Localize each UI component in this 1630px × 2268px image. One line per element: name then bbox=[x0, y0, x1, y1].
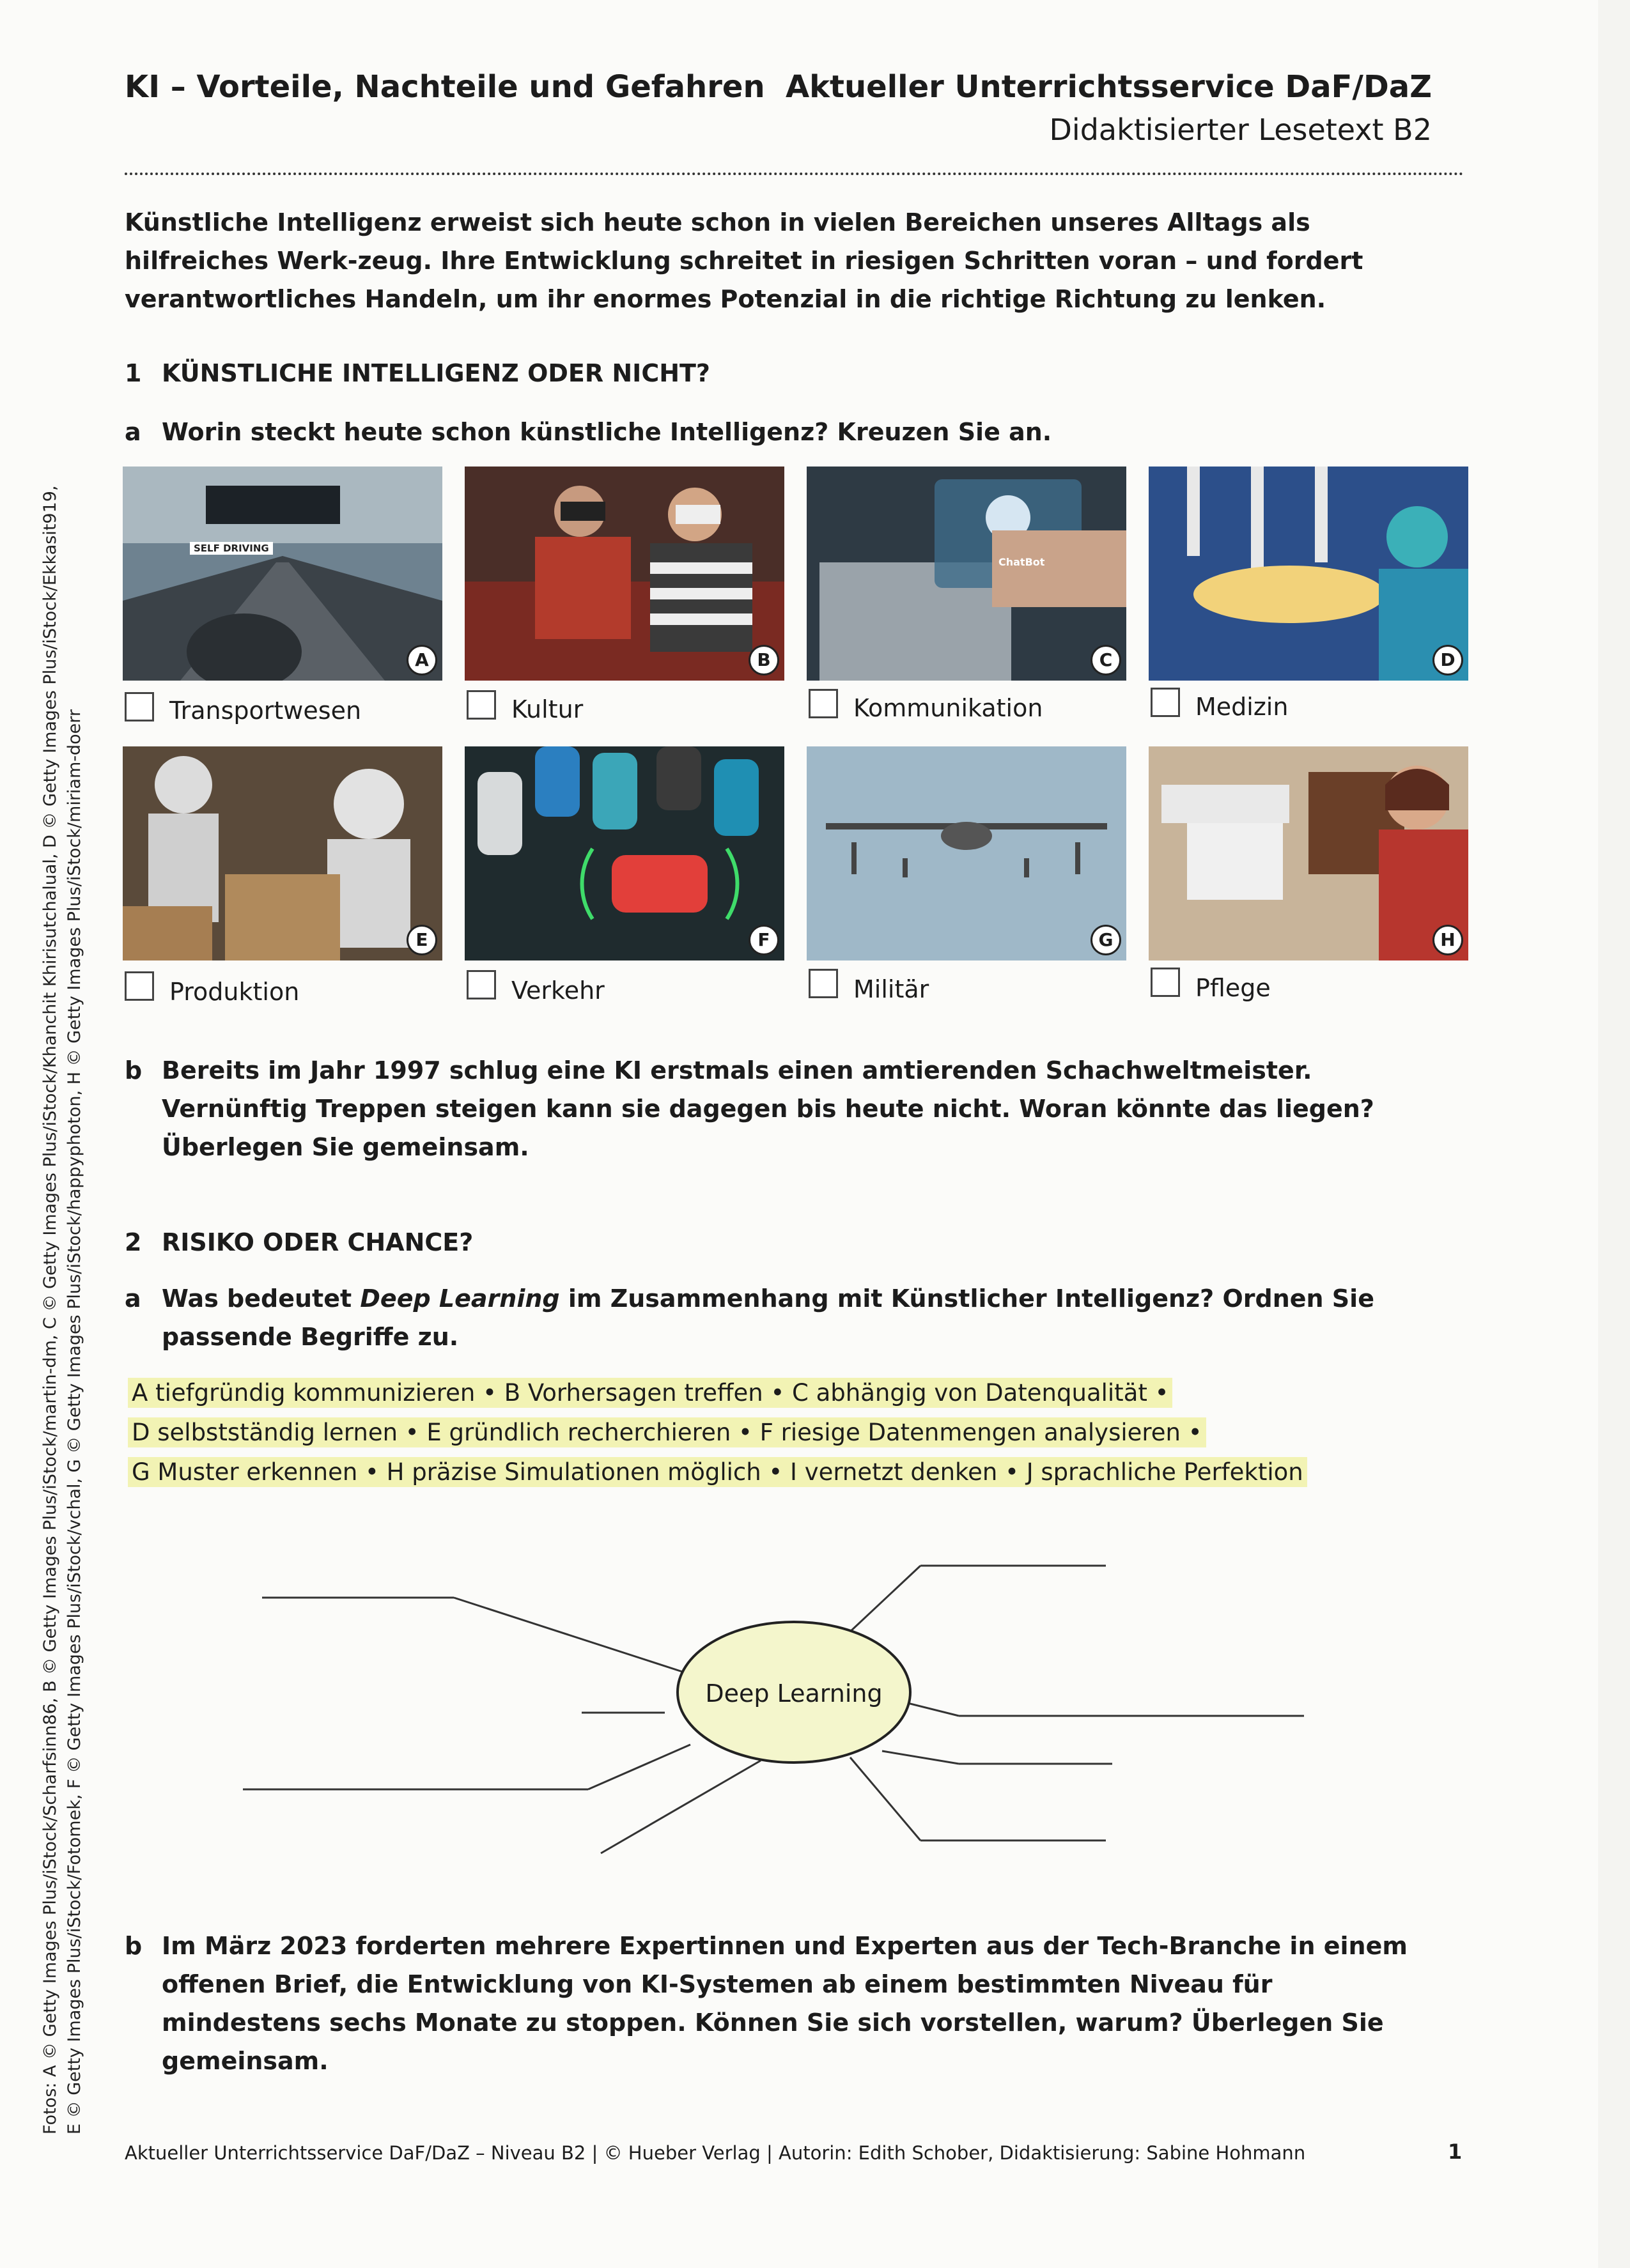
label-militaer: Militär bbox=[853, 975, 929, 1003]
checkbox-medizin[interactable] bbox=[1151, 688, 1180, 717]
photo-d-robotic-surgery bbox=[1149, 467, 1468, 681]
photo-letter-badge: G bbox=[1091, 925, 1121, 955]
label-verkehr: Verkehr bbox=[511, 976, 605, 1005]
page-number: 1 bbox=[1448, 2140, 1463, 2164]
service-name: Aktueller Unterrichtsservice DaF/DaZ bbox=[785, 69, 1432, 105]
label-transportwesen: Transportwesen bbox=[169, 697, 362, 725]
photo-letter-badge: C bbox=[1091, 645, 1121, 675]
checkbox-produktion[interactable] bbox=[125, 971, 154, 1001]
label-produktion: Produktion bbox=[169, 978, 300, 1006]
label-kultur: Kultur bbox=[511, 695, 584, 723]
checkbox-pflege[interactable] bbox=[1151, 968, 1180, 997]
photo-a-self-driving-car bbox=[123, 467, 442, 681]
checkbox-verkehr[interactable] bbox=[467, 970, 496, 999]
photo-g-military-drone bbox=[807, 746, 1126, 960]
photo-letter-badge: B bbox=[749, 645, 779, 675]
mindmap-center-label: Deep Learning bbox=[705, 1679, 883, 1708]
footer-text: Aktueller Unterrichtsservice DaF/DaZ – Niveau B2 | © Hueber Verlag | Autorin: Edith Schober, Didaktisierung: Sabine Hohmann bbox=[125, 2142, 1306, 2164]
photo-h-care-robot bbox=[1149, 746, 1468, 960]
header-divider bbox=[125, 173, 1464, 175]
task-2b: b Im März 2023 forderten mehrere Expertinnen und Experten aus der Tech-Branche in einem offenen Brief, die Entwicklung von KI-Systemen ab einem bestimmten Niveau für mindestens sechs Monate zu stoppen. Können Sie sich vorstellen, warum? Überlegen Sie gemeinsam. bbox=[125, 1932, 1408, 2075]
label-pflege: Pflege bbox=[1195, 974, 1271, 1002]
deep-learning-mindmap bbox=[243, 1553, 1362, 1872]
checkbox-kultur[interactable] bbox=[467, 690, 496, 720]
document-title: KI – Vorteile, Nachteile und Gefahren bbox=[125, 69, 765, 105]
document-subtitle: Didaktisierter Lesetext B2 bbox=[1049, 112, 1432, 147]
task-1a: a Worin steckt heute schon künstliche Intelligenz? Kreuzen Sie an. bbox=[125, 418, 1052, 446]
self-driving-sign: SELF DRIVING bbox=[190, 542, 273, 555]
photo-credits: Fotos: A © Getty Images Plus/iStock/Scharfsinn86, B © Getty Images Plus/iStock/martin-dm, C © Getty Images Plus/iStock/Khanchit Khirisutchalual, D © Getty Images Plus/iStock/Ekkasit919, E © Getty Images Plus/iStock/Fotomek, F © Getty Images Plus/iStock/vchal, G © Getty Images Plus/iStock/happyphoton, H © Getty Images Plus/iStock/miriam-doerr bbox=[40, 485, 84, 2134]
photo-letter-badge: F bbox=[749, 925, 779, 955]
photo-letter-badge: E bbox=[407, 925, 437, 955]
intro-text: Künstliche Intelligenz erweist sich heute schon in vielen Bereichen unseres Alltags als hilfreiches Werk-zeug. Ihre Entwicklung schreitet in riesigen Schritten voran – und fordert verantwortliches Handeln, um ihr enormes Potenzial in die richtige Richtung zu lenken. bbox=[125, 208, 1363, 313]
label-medizin: Medizin bbox=[1195, 693, 1289, 721]
photo-e-robot-production bbox=[123, 746, 442, 960]
photo-letter-badge: H bbox=[1432, 925, 1463, 955]
photo-c-chatbot-laptop bbox=[807, 467, 1126, 681]
terms-line-3: G Muster erkennen • H präzise Simulationen möglich • I vernetzt denken • J sprachliche Perfektion bbox=[128, 1457, 1307, 1487]
photo-letter-badge: A bbox=[407, 645, 437, 675]
photo-b-vr-cinema bbox=[465, 467, 784, 681]
terms-line-1: A tiefgründig kommunizieren • B Vorhersagen treffen • C abhängig von Datenqualität • bbox=[128, 1378, 1172, 1408]
task-2a: a Was bedeutet Deep Learning im Zusammenhang mit Künstlicher Intelligenz? Ordnen Sie passende Begriffe zu. bbox=[125, 1284, 1374, 1351]
section-2-heading: 2 RISIKO ODER CHANCE? bbox=[125, 1228, 474, 1256]
checkbox-transportwesen[interactable] bbox=[125, 692, 154, 721]
checkbox-militaer[interactable] bbox=[809, 969, 838, 998]
section-1-heading: 1 KÜNSTLICHE INTELLIGENZ ODER NICHT? bbox=[125, 359, 710, 387]
label-kommunikation: Kommunikation bbox=[853, 694, 1043, 722]
checkbox-kommunikation[interactable] bbox=[809, 689, 838, 718]
chatbot-label: ChatBot bbox=[998, 556, 1045, 568]
terms-line-2: D selbstständig lernen • E gründlich recherchieren • F riesige Datenmengen analysieren • bbox=[128, 1417, 1206, 1447]
photo-f-smart-parking bbox=[465, 746, 784, 960]
task-1b: b Bereits im Jahr 1997 schlug eine KI erstmals einen amtierenden Schachweltmeister. Vernünftig Treppen steigen kann sie dagegen bis heute nicht. Woran könnte das liegen? Überlegen Sie gemeinsam. bbox=[125, 1056, 1374, 1161]
photo-letter-badge: D bbox=[1432, 645, 1463, 675]
